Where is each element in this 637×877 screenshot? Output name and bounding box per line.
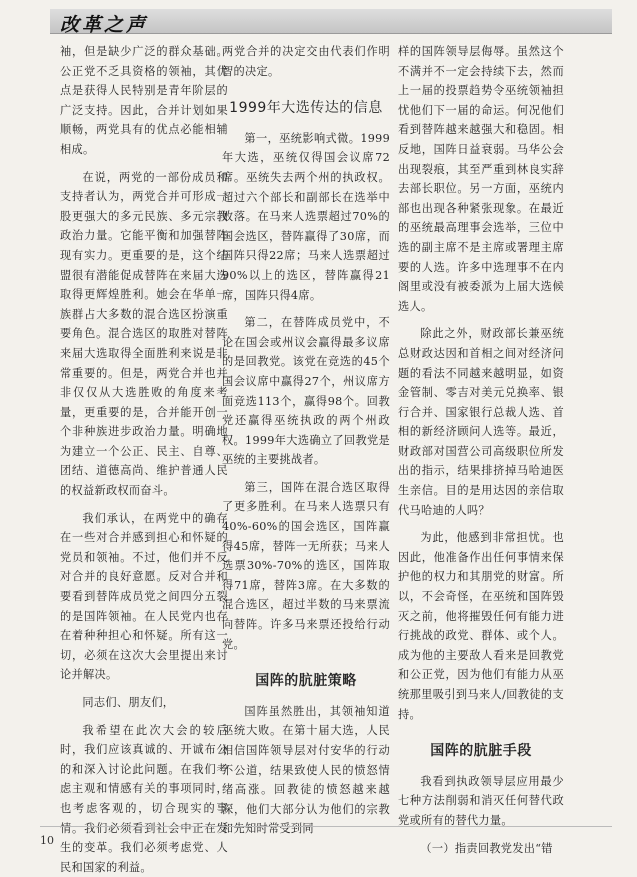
paragraph: 第二，在替阵成员党中，不论在国会或州议会赢得最多议席的是回教党。该党在竞选的45个国会议席中赢得27个，州议席方面竞选113个，赢得98个。回教党还赢得巫统执政的两个州政权。1999年大选确立了回教党是巫统的主要挑战者。	[222, 316, 390, 467]
section-heading-dirty-tactics: 国阵的肮脏手段	[430, 743, 532, 760]
paragraph: 第一，巫统影响式微。1999年大选，巫统仅得国会议席72席。巫统失去两个州的执政权。超过六个部长和副部长在选举中败落。在马来人选票超过70%的国会选区，替阵赢得了30席，而国阵只得22席；马来人选票超过90%以上的选区，替阵赢得21席，国阵只得4席。	[222, 131, 390, 302]
section-title: 改革之声	[60, 14, 149, 36]
paragraph: 除此之外，财政部长兼巫统总财政达因和首相之间对经济问题的看法不同越来越明显，如资金管制、零吉对美元兑换率、银行合并、国家银行总裁人选、首相的新经济顾问人选等。最近，财政部对国营公司高级职位所发出的指示，结果排挤掉马哈迪医生亲信。目的是用达因的亲信取代马哈迪的人吗？	[398, 327, 564, 517]
paragraph: 我看到执政领导层应用最少七种方法削弱和消灭任何替代政党或所有的替代力量。	[398, 774, 564, 827]
section-heading-dirty-strategy: 国阵的肮脏策略	[255, 673, 357, 690]
paragraph: （一）指责回教党发出“错	[420, 841, 553, 855]
text-column-3	[398, 42, 564, 858]
paragraph: 为此，他感到非常担忧。也因此，他准备作出任何事情来保护他的权力和其朋党的财富。所以，不会奇怪，在巫统和国阵毁灭之前，他将摧毁任何有能力进行挑战的政党、群体、或个人。成为他的主要敌人看来是回教党和公正党，因为他们有能力从巫统那里吸引到马来人/回教徒的支持。	[398, 531, 564, 721]
section-heading-election-message: 1999年大选传达的信息	[229, 100, 383, 117]
paragraph: 第三，国阵在混合选区取得了更多胜利。在马来人选票只有40%-60%的国会选区，国阵赢得45席，替阵一无所获；马来人选票30%-70%的选区，国阵取得71席，替阵3席。在大多数的混合选区，超过半数的马来票流向替阵。许多马来票还投给行动党。	[222, 480, 390, 651]
text-column-1	[60, 42, 228, 877]
text-column-2	[222, 42, 390, 839]
paragraph: 样的国阵领导层侮辱。虽然这个不满并不一定会持续下去，然而上一届的投票趋势令巫统领袖担忧他们下一届的命运。何况他们看到替阵越来越强大和稳固。相反地，国阵日益衰弱。马华公会出现裂痕，其至严重到林良实辞去部长职位。另一方面，巫统内部也出现各种紧张现象。在最近的巫统最高理事会选举，三位中选的副主席不是主席或署理主席要的人选。许多中选理事不在内阁里或没有被委派为上届大选候选人。	[398, 45, 564, 313]
footer-rule	[40, 826, 612, 827]
page-number: 10	[40, 834, 54, 847]
paragraph: 袖，但是缺少广泛的群众基础。公正党不乏具资格的领袖，其优点是获得人民特别是青年阶层的广泛支持。因此，合并计划如果顺畅，两党具有的优点必能相辅相成。	[60, 45, 228, 156]
paragraph: 在说，两党的一部份成员和支持者认为，两党合并可形成一股更强大的多元民族、多元宗教政治力量。它能平衡和加强替阵现有实力。更重要的是，这个结盟很有潜能促成替阵在来届大选取得更辉煌胜利。她会在华单一族群占大多数的混合选区扮演重要角色。混合选区的取胜对替阵来届大选取得全面胜利来说是非常重要的。但是，两党合并也并非仅仅从大选胜败的角度来考量，更重要的是，合并能开创一个非种族进步政治力量。明确地为建立一个公正、民主、自尊、团结、道德高尚、维护普通人民的权益新政权而奋斗。	[60, 170, 228, 498]
paragraph: 国阵虽然胜出，其领袖知道巫统大败。在第十届大选，人民相信国阵领导层对付安华的行动不公道，结果致使人民的愤怒情绪高涨。回教徒的愤怒越来越深，他们大部分认为他们的宗教和先知时常受到同	[222, 704, 390, 836]
paragraph: 我们承认，在两党中的确存在一些对合并感到担心和怀疑的党员和领袖。不过，他们并不反对合并的良好意愿。反对合并和要看到替阵成员党之间四分五裂的是国阵领袖。在人民党内也存在着种种担心和怀疑。所有这一切，必须在这次大会里提出来讨论并解决。	[60, 511, 228, 682]
paragraph: 两党合并的决定交由代表们作明智的决定。	[222, 45, 390, 78]
salutation: 同志们、朋友们，	[82, 696, 175, 709]
paragraph: 我希望在此次大会的较后时，我们应该真诚的、开诚布公的和深入讨论此问题。在我们考虑主观和情感有关的事项同时，也考虑客观的，切合现实的事情。我们必须看到社会中正在发生的变革。我们必须考虑党、人民和国家的利益。	[60, 723, 228, 874]
